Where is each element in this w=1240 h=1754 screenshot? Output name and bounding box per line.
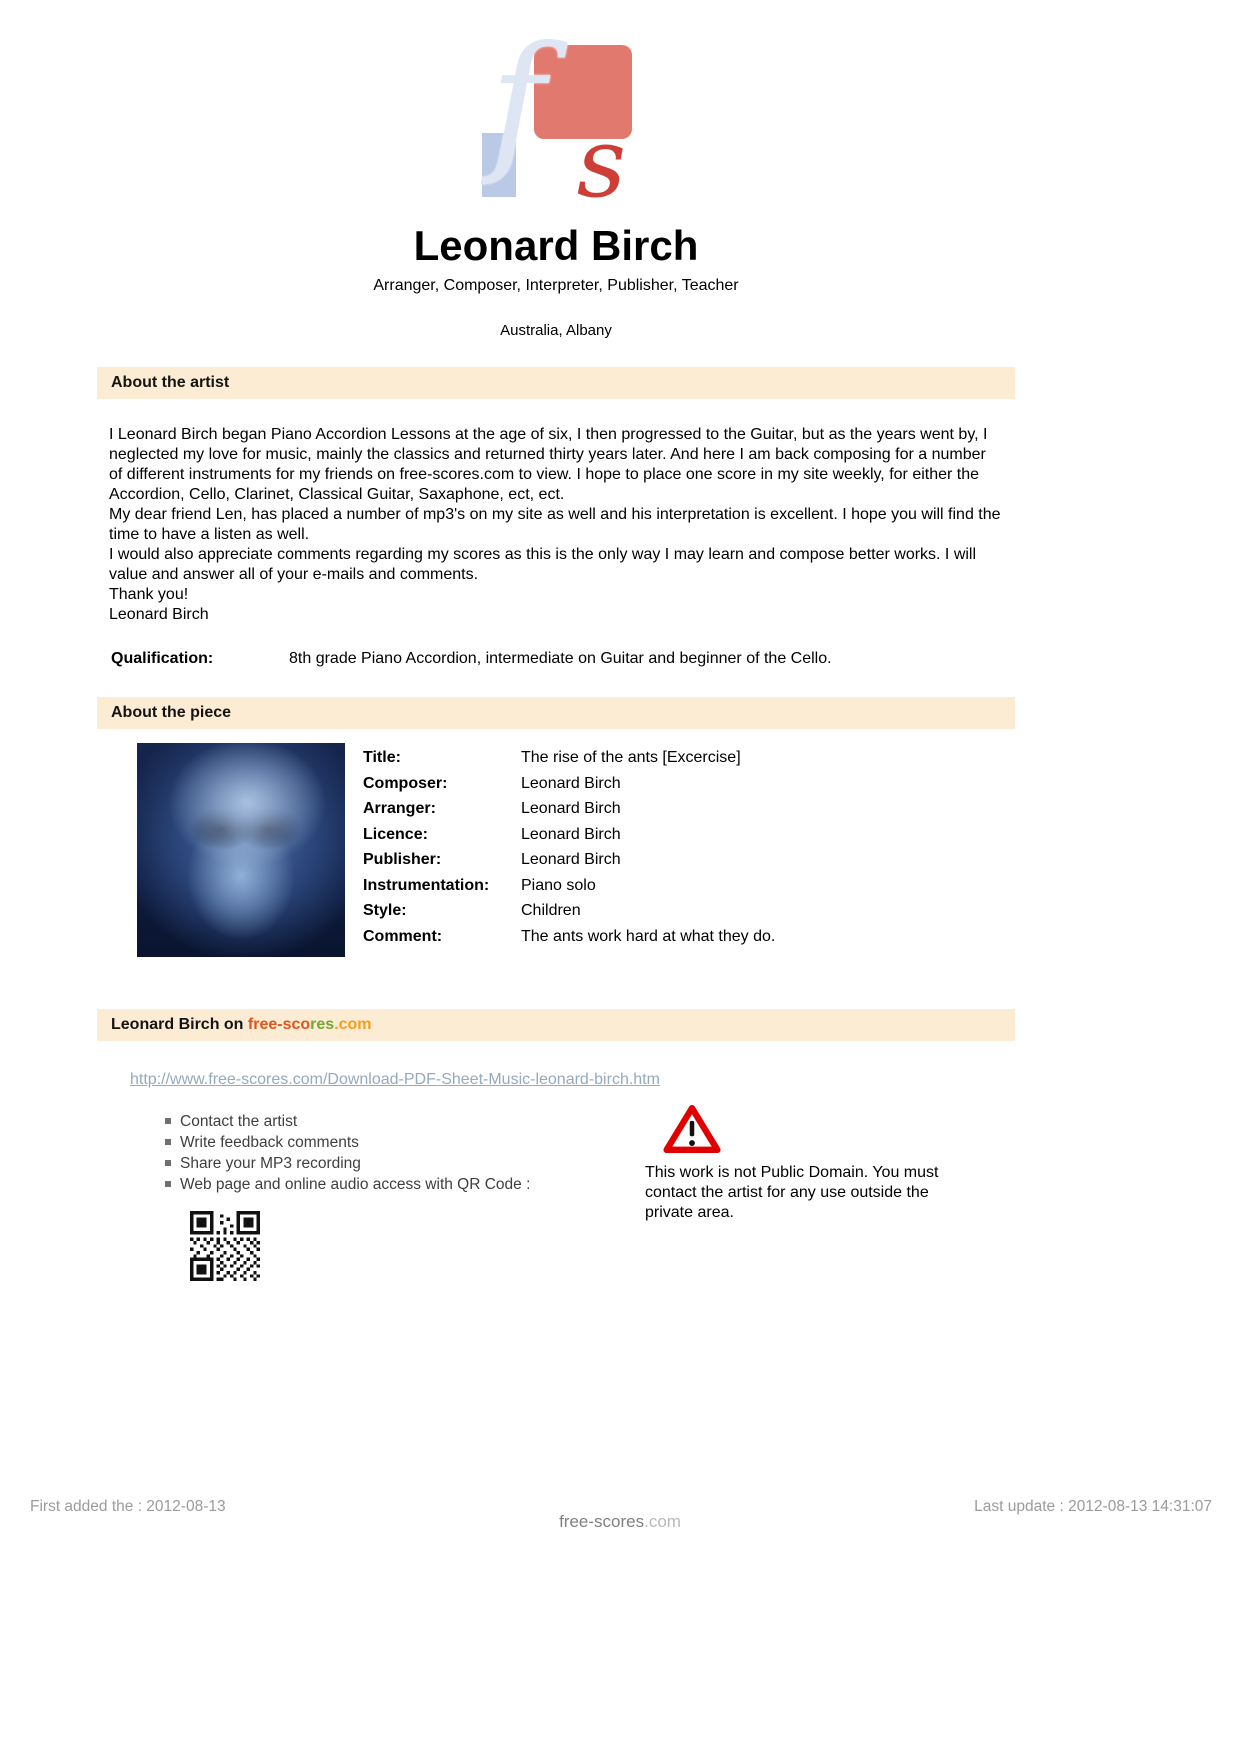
piece-info-table xyxy=(363,743,775,957)
footer-first-added: First added the : 2012-08-13 xyxy=(30,1498,226,1515)
artist-name: Leonard Birch xyxy=(413,222,699,269)
field-label: Arranger: xyxy=(363,800,436,818)
piece-field-row xyxy=(363,771,775,797)
field-value: Piano solo xyxy=(521,876,596,894)
bullet-label: Write feedback comments xyxy=(180,1134,359,1152)
field-value: Leonard Birch xyxy=(521,825,621,843)
piece-field-row xyxy=(363,847,775,873)
qualification-row xyxy=(97,649,1015,669)
brand-text-part: res xyxy=(310,1016,335,1034)
field-label: Instrumentation: xyxy=(363,876,490,894)
bullet-square-icon xyxy=(165,1118,171,1124)
download-url-link[interactable]: http://www.free-scores.com/Download-PDF-Sheet-Music-leonard-birch.htm xyxy=(130,1071,660,1089)
warning-block xyxy=(645,1103,957,1223)
artist-photo xyxy=(137,743,345,957)
logo-f-glyph: f xyxy=(490,15,546,189)
field-value: The rise of the ants [Excercise] xyxy=(521,749,741,767)
section-header-about-piece: About the piece xyxy=(97,697,1015,729)
links-region xyxy=(97,1111,1015,1371)
about-paragraph: My dear friend Len, has placed a number of mp3's on my site as well and his interpretation is excellent. I hope you will find the time to have a listen as well. xyxy=(109,506,1001,544)
footer-brand xyxy=(0,1512,1240,1532)
piece-field-row xyxy=(363,873,775,899)
on-site-prefix: Leonard Birch on xyxy=(111,1016,248,1034)
artist-location: Australia, Albany xyxy=(500,322,612,340)
piece-field-row xyxy=(363,924,775,950)
field-label: Licence: xyxy=(363,825,428,843)
field-value: Leonard Birch xyxy=(521,851,621,869)
field-value: Children xyxy=(521,902,581,920)
field-label: Composer: xyxy=(363,774,448,792)
field-label: Comment: xyxy=(363,927,443,945)
qualification-value: 8th grade Piano Accordion, intermediate on Guitar and beginner of the Cello. xyxy=(289,650,832,668)
about-paragraph: Thank you! xyxy=(109,586,189,604)
artist-roles: Arranger, Composer, Interpreter, Publisher, Teacher xyxy=(373,277,739,295)
field-label: Style: xyxy=(363,902,407,920)
warning-triangle-icon xyxy=(663,1103,721,1155)
logo-s-glyph: s xyxy=(576,107,626,219)
piece-field-row xyxy=(363,745,775,771)
about-paragraph: I Leonard Birch began Piano Accordion Lessons at the age of six, I then progressed to the Guitar, but as the years went by, I neglected my love for music, mainly the classics and returned thirty years later. And here I am back composing for a number of different instruments for my friends on free-scores.com to view. I hope to place one score in my site weekly, for either the Accordion, Cello, Clarinet, Classical Guitar, Saxaphone, ect, ect. xyxy=(109,426,988,504)
brand-text-part: .com xyxy=(334,1016,372,1034)
bullet-square-icon xyxy=(165,1139,171,1145)
piece-section xyxy=(97,743,1015,957)
footer-last-update: Last update : 2012-08-13 14:31:07 xyxy=(974,1498,1212,1515)
qualification-label: Qualification: xyxy=(111,650,214,668)
piece-field-row xyxy=(363,796,775,822)
free-scores-logo xyxy=(480,15,632,219)
field-label: Title: xyxy=(363,749,401,767)
footer-brand-name: free-scores xyxy=(559,1512,645,1531)
section-header-about-artist: About the artist xyxy=(97,367,1015,399)
bullet-label: Contact the artist xyxy=(180,1113,298,1131)
bullet-square-icon xyxy=(165,1160,171,1166)
about-artist-text xyxy=(97,425,1014,625)
footer-brand-tld: .com xyxy=(644,1512,681,1531)
bullet-square-icon xyxy=(165,1181,171,1187)
section-header-artist-on-site xyxy=(97,1009,1015,1041)
field-label: Publisher: xyxy=(363,851,442,869)
piece-field-row xyxy=(363,822,775,848)
bullet-label: Share your MP3 recording xyxy=(180,1155,361,1173)
qr-code xyxy=(190,1211,260,1281)
content-column xyxy=(97,0,1015,1371)
warning-text: This work is not Public Domain. You must contact the artist for any use outside the private area. xyxy=(645,1164,939,1222)
piece-field-row xyxy=(363,898,775,924)
about-paragraph: I would also appreciate comments regarding my scores as this is the only way I may learn and compose better works. I will value and answer all of your e-mails and comments. xyxy=(109,546,977,584)
about-paragraph: Leonard Birch xyxy=(109,606,209,624)
bullet-label: Web page and online audio access with QR Code : xyxy=(180,1176,531,1194)
brand-text-part: free-sco xyxy=(247,1016,311,1034)
field-value: The ants work hard at what they do. xyxy=(521,927,776,945)
field-value: Leonard Birch xyxy=(521,800,621,818)
field-value: Leonard Birch xyxy=(521,774,621,792)
